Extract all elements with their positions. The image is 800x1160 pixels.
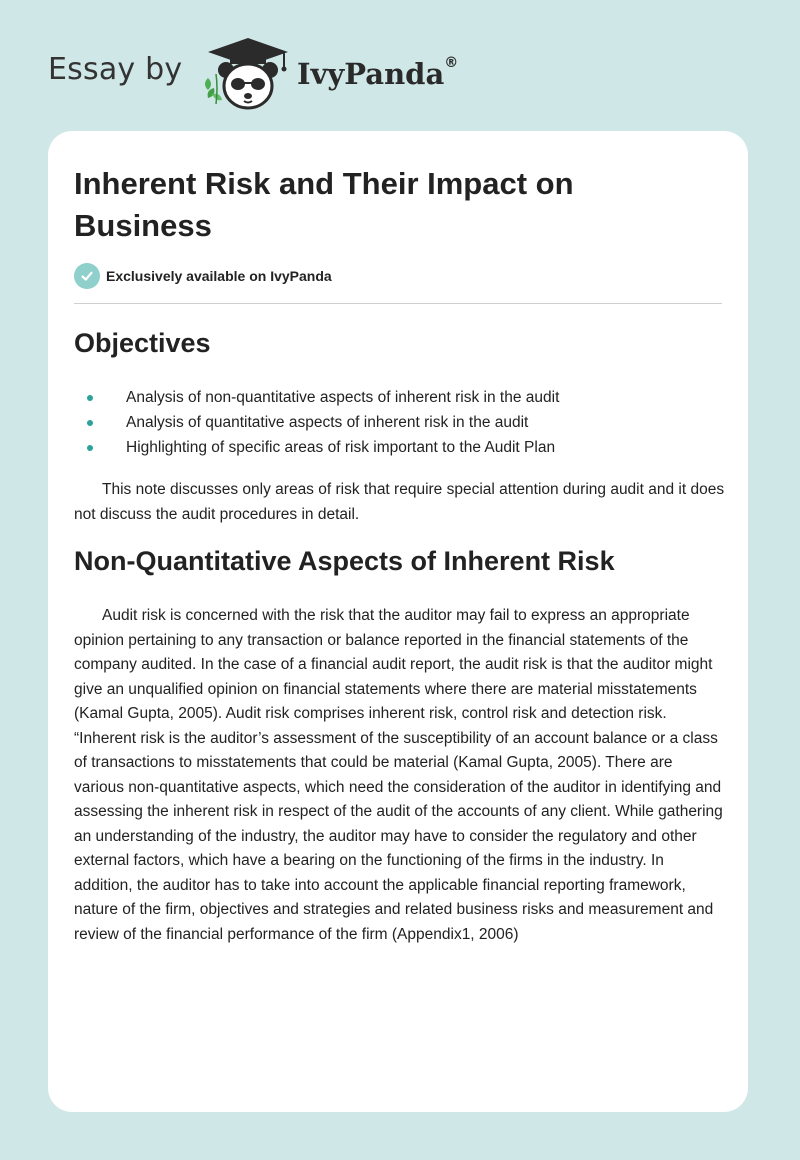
check-circle-icon xyxy=(74,263,100,289)
brand-logo-text[interactable] xyxy=(297,57,458,91)
panda-graduate-icon[interactable] xyxy=(200,34,296,114)
objectives-paragraph xyxy=(74,478,726,527)
essay-by-label: Essay by xyxy=(48,52,183,87)
list-item xyxy=(74,435,714,460)
divider xyxy=(74,303,722,304)
bullet-dot xyxy=(87,445,93,451)
exclusive-badge xyxy=(74,262,332,290)
bullet-dot xyxy=(87,420,93,426)
list-item-text: Analysis of quantitative aspects of inherent risk in the audit xyxy=(126,414,529,431)
site-header xyxy=(0,0,800,130)
registered-mark: ® xyxy=(444,55,459,71)
brand-name: IvyPanda xyxy=(297,57,445,91)
badge-text: Exclusively available on IvyPanda xyxy=(106,268,332,284)
section-heading-objectives: Objectives xyxy=(74,328,211,358)
list-item xyxy=(74,410,714,435)
page-title: Inherent Risk and Their Impact on Business xyxy=(74,166,574,243)
non-quantitative-paragraph xyxy=(74,604,726,947)
section-heading-non-quantitative: Non-Quantitative Aspects of Inherent Risk xyxy=(74,546,615,576)
paragraph-text: Audit risk is concerned with the risk that the auditor may fail to express an appropriate opinion pertaining to any transaction or balance reported in the financial statements of the company audited. In the case of a financial audit report, the audit risk is that the auditor might give an unqualified opinion on financial statements where there are material misstatements (Kamal Gupta, 2005). Audit risk comprises inherent risk, control risk and detection risk. “Inherent risk is the auditor’s assessment of the susceptibility of an account balance or a class of transactions to misstatements that could be material (Kamal Gupta, 2005). There are various non-quantitative aspects, which need the consideration of the auditor in identifying and assessing the inherent risk in respect of the audit of the accounts of any client. While gathering an understanding of the industry, the auditor may have to consider the regulatory and other external factors, which have a bearing on the functioning of the firms in the industry. In addition, the auditor has to take into account the applicable financial reporting framework, nature of the firm, objectives and strategies and related business risks and measurement and review of the financial performance of the firm (Appendix1, 2006) xyxy=(74,607,723,943)
list-item-text: Analysis of non-quantitative aspects of inherent risk in the audit xyxy=(126,389,560,406)
paragraph-text: This note discusses only areas of risk that require special attention during audit and it does not discuss the audit procedures in detail. xyxy=(74,481,725,523)
essay-card xyxy=(48,131,748,1112)
objectives-list xyxy=(74,385,714,460)
list-item-text: Highlighting of specific areas of risk important to the Audit Plan xyxy=(126,439,556,456)
list-item xyxy=(74,385,714,410)
bullet-dot xyxy=(87,395,93,401)
